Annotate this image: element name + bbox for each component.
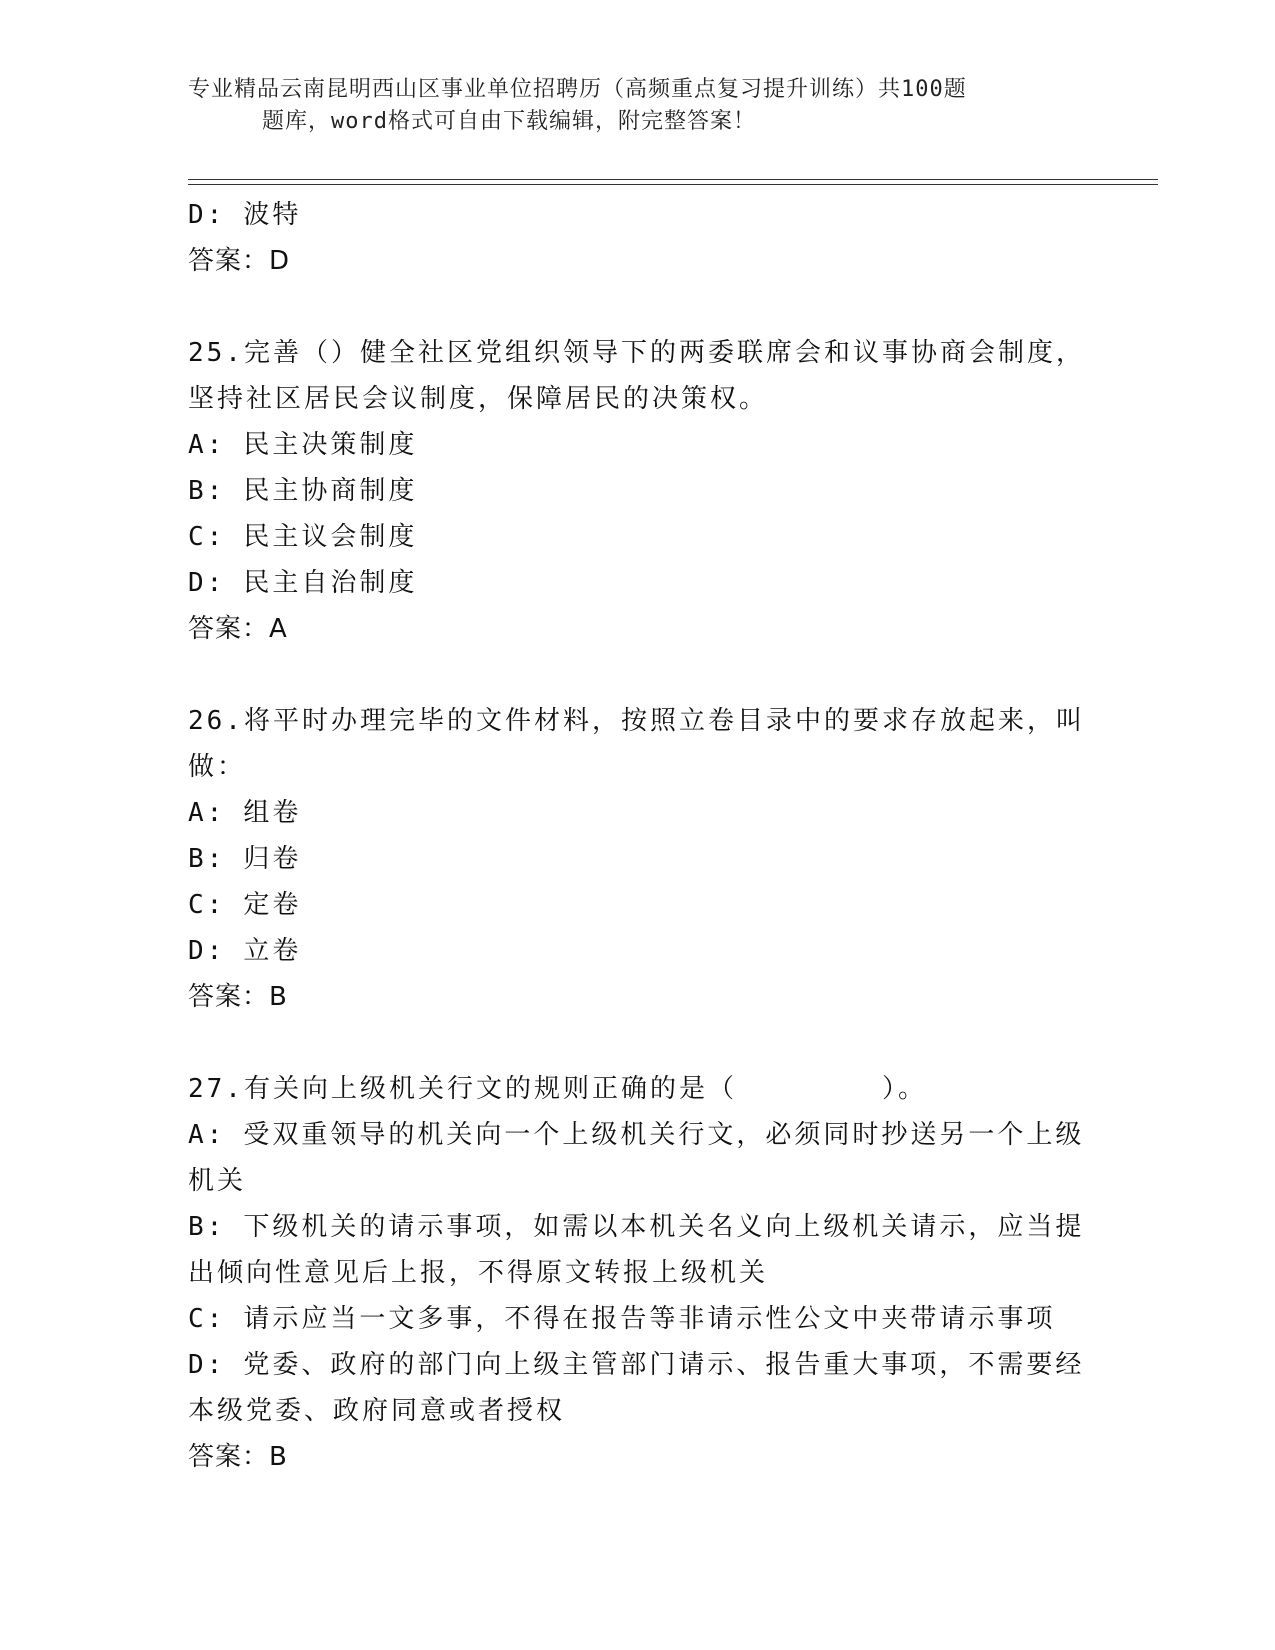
option-label: B: <box>188 1212 226 1242</box>
option-d <box>188 1342 1088 1388</box>
option-text-continuation: 机关 <box>188 1166 247 1196</box>
option-text: 下级机关的请示事项，如需以本机关名义向上级机关请示，应当提 <box>243 1212 1085 1242</box>
spacer <box>188 652 1088 698</box>
option-label: D: <box>188 200 226 230</box>
option-text: 波特 <box>243 200 302 230</box>
option-label: C: <box>188 522 226 552</box>
option-c <box>188 882 1088 928</box>
option-text-continuation: 出倾向性意见后上报，不得原文转报上级机关 <box>188 1258 769 1288</box>
spacer <box>188 284 1088 330</box>
question-text-line: 坚持社区居民会议制度，保障居民的决策权。 <box>188 384 769 414</box>
option-text: 请示应当一文多事，不得在报告等非请示性公文中夹带请示事项 <box>243 1304 1056 1334</box>
option-text: 组卷 <box>243 798 302 828</box>
option-label: A: <box>188 430 226 460</box>
question-text-line: 做： <box>188 752 247 782</box>
option-text: 定卷 <box>243 890 302 920</box>
option-b <box>188 836 1088 882</box>
question-25 <box>188 330 1088 652</box>
document-body <box>188 192 1088 1480</box>
answer-line: 答案：D <box>188 246 291 276</box>
answer-line: 答案：A <box>188 614 288 644</box>
option-a <box>188 1112 1088 1158</box>
header-rule-bottom <box>188 184 1158 185</box>
option-d <box>188 560 1088 606</box>
option-label: D: <box>188 936 226 966</box>
question-text-line: 25.完善（）健全社区党组织领导下的两委联席会和议事协商会制度， <box>188 338 1085 368</box>
option-label: D: <box>188 568 226 598</box>
option-b <box>188 468 1088 514</box>
option-d <box>188 192 1088 238</box>
header-title-line2: 题库，word格式可自由下载编辑，附完整答案！ <box>262 109 756 134</box>
option-text: 民主协商制度 <box>243 476 418 506</box>
document-header <box>188 74 1068 138</box>
option-label: A: <box>188 1120 226 1150</box>
question-text-line: 26.将平时办理完毕的文件材料，按照立卷目录中的要求存放起来，叫 <box>188 706 1085 736</box>
question-26 <box>188 698 1088 1020</box>
option-text: 受双重领导的机关向一个上级机关行文，必须同时抄送另一个上级 <box>243 1120 1085 1150</box>
option-text-continuation: 本级党委、政府同意或者授权 <box>188 1396 566 1426</box>
answer-line: 答案：B <box>188 982 288 1012</box>
question-text-line: 27.有关向上级机关行文的规则正确的是（ ）。 <box>188 1074 927 1104</box>
option-text: 民主议会制度 <box>243 522 418 552</box>
option-label: A: <box>188 798 226 828</box>
option-text: 立卷 <box>243 936 302 966</box>
option-c <box>188 514 1088 560</box>
header-title-line1: 专业精品云南昆明西山区事业单位招聘历（高频重点复习提升训练）共100题 <box>188 77 967 102</box>
option-text: 民主自治制度 <box>243 568 418 598</box>
option-c <box>188 1296 1088 1342</box>
option-label: C: <box>188 1304 226 1334</box>
option-b <box>188 1204 1088 1250</box>
option-label: C: <box>188 890 226 920</box>
option-label: B: <box>188 476 226 506</box>
option-text: 民主决策制度 <box>243 430 418 460</box>
header-rule-top <box>188 179 1158 180</box>
option-a <box>188 422 1088 468</box>
spacer <box>188 1020 1088 1066</box>
answer-line: 答案：B <box>188 1442 288 1472</box>
option-d <box>188 928 1088 974</box>
option-a <box>188 790 1088 836</box>
option-text: 归卷 <box>243 844 302 874</box>
option-text: 党委、政府的部门向上级主管部门请示、报告重大事项，不需要经 <box>243 1350 1085 1380</box>
option-label: D: <box>188 1350 226 1380</box>
question-27 <box>188 1066 1088 1480</box>
option-label: B: <box>188 844 226 874</box>
